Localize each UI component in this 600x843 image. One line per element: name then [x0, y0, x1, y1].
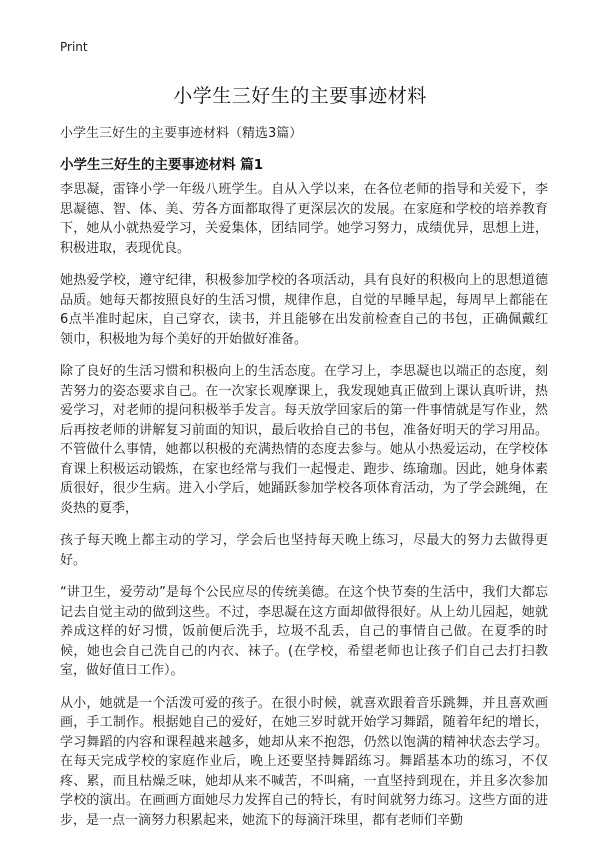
document-subtitle: 小学生三好生的主要事迹材料（精选3篇） [60, 126, 303, 141]
print-link[interactable]: Print [60, 40, 88, 54]
paragraph: “讲卫生，爱劳动”是每个公民应尽的传统美德。在这个快节奏的生活中，我们大都忘记去自觉主动的做到这些。不过，李思凝在这方面却做得很好。从上幼儿园起，她就养成这样的好习惯，饭前便后洗手，垃圾不乱丢，自己的事情自己做。在夏季的时候，她也会自己洗自己的内衣、袜子。(在学校，希望老师也让孩子们自己去打扫教室，做好值日工作）。 [60, 585, 548, 678]
document-body [60, 180, 548, 843]
document-title: 小学生三好生的主要事迹材料 [173, 85, 427, 107]
section-heading: 小学生三好生的主要事迹材料 篇1 [60, 157, 264, 173]
paragraph: 李思凝，雷锋小学一年级八班学生。自从入学以来，在各位老师的指导和关爱下，李思凝德、智、体、美、劳各方面都取得了更深层次的发展。在家庭和学校的培养教育下，她从小就热爱学习，关爱集体，团结同学。她学习努力，成绩优异，思想上进，积极进取，表现优良。 [60, 182, 548, 256]
paragraph: 她热爱学校，遵守纪律，积极参加学校的各项活动，具有良好的积极向上的思想道德品质。她每天都按照良好的生活习惯，规律作息，自觉的早睡早起，每周早上都能在6点半准时起床，自己穿衣，读书，并且能够在出发前检查自己的书包，正确佩戴红领巾，积极地为每个美好的开始做好准备。 [60, 273, 548, 347]
paragraph: 从小，她就是一个活泼可爱的孩子。在很小时候，就喜欢跟着音乐跳舞，并且喜欢画画，手工制作。根据她自己的爱好，在她三岁时就开始学习舞蹈，随着年纪的增长，学习舞蹈的内容和课程越来越多，她却从来不抱怨，仍然以饱满的精神状态去学习。在每天完成学校的家庭作业后，晚上还要坚持舞蹈练习。舞蹈基本功的练习，不仅疼、累，而且枯燥乏味，她却从来不喊苦，不叫痛，一直坚持到现在，并且多次参加学校的演出。在画画方面她尽力发挥自己的特长，有时间就努力练习。这些方面的进步，是一点一滴努力积累起来，她流下的每滴汗珠里，都有老师们辛勤 [60, 695, 548, 828]
paragraph: 孩子每天晚上都主动的学习，学会后也坚持每天晚上练习，尽最大的努力去做得更好。 [60, 533, 548, 568]
paragraph: 除了良好的生活习惯和积极向上的生活态度。在学习上，李思凝也以端正的态度，刻苦努力的姿态要求自己。在一次家长观摩课上，我发现她真正做到上课认真听讲，热爱学习，对老师的提问积极举手发言。每天放学回家后的第一件事情就是写作业，然后再按老师的讲解复习前面的知识，最后收拾自己的书包，准备好明天的学习用品。不管做什么事情，她都以积极的充满热情的态度去参与。她从小热爱运动，在学校体育课上积极运动锻炼，在家也经常与我们一起慢走、跑步、练瑜珈。因此，她身体素质很好，很少生病。进入小学后，她踊跃参加学校各项体育活动，为了学会跳绳，在炎热的夏季， [60, 364, 548, 516]
